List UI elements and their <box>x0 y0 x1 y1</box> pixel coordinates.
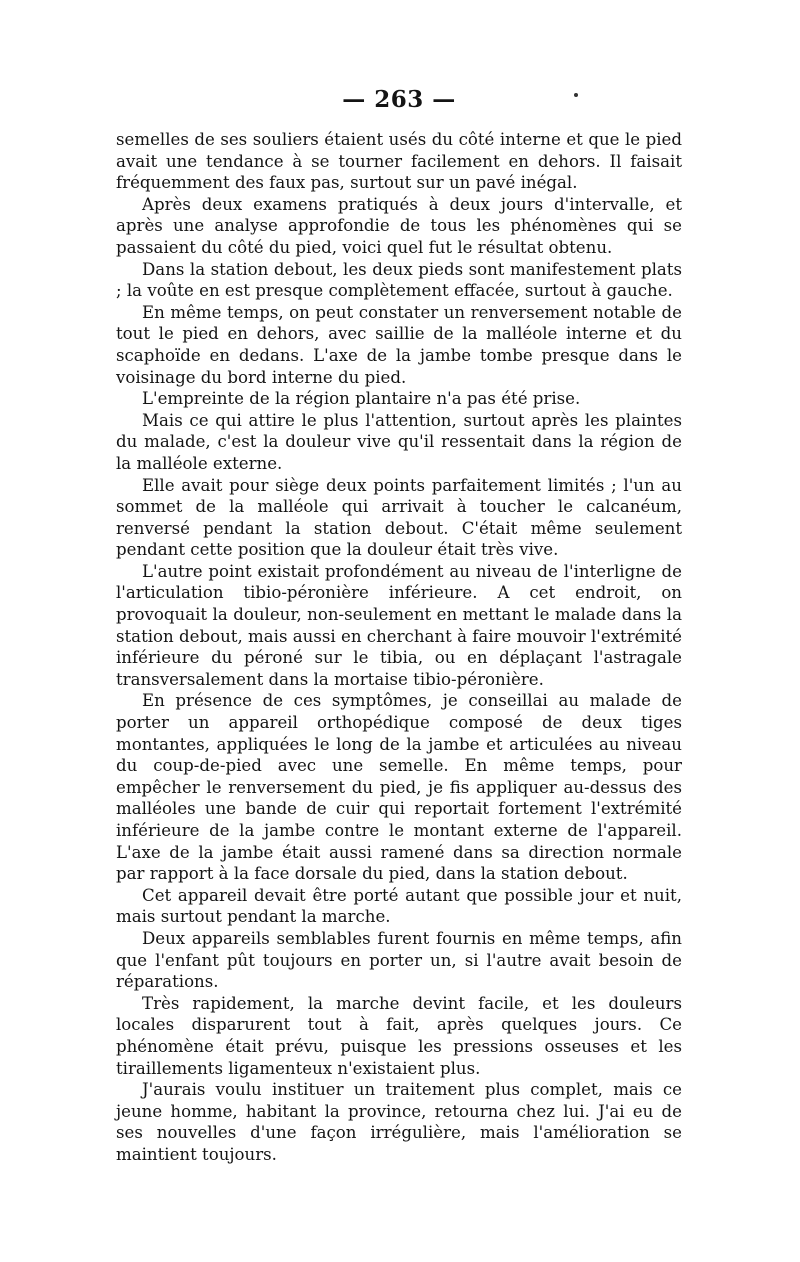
paragraph: J'aurais voulu instituer un traitement plus complet, mais ce jeune homme, habitant la province, retourna chez lui. J'ai eu de ses nouvelles d'une façon irrégulière, mais l'amélioration se maintient toujours. <box>116 1080 682 1164</box>
paragraph: Deux appareils semblables furent fournis en même temps, afin que l'enfant pût toujours en porter un, si l'autre avait besoin de réparations. <box>116 928 682 992</box>
paragraph: En même temps, on peut constater un renversement notable de tout le pied en dehors, avec saillie de la malléole interne et du scaphoïde en dedans. L'axe de la jambe tombe presque dans le voisinage du bord interne du pied. <box>116 302 682 387</box>
paragraph: L'autre point existait profondément au niveau de l'interligne de l'articulation tibio-péronière inférieure. A cet endroit, on provoquait la douleur, non-seulement en mettant le malade dans la station debout, mais aussi en cherchant à faire mouvoir l'extrémité inférieure du péroné sur le tibia, ou en déplaçant l'astragale transversalement dans la mortaise tibio-péronière. <box>116 561 682 689</box>
page-number: — 263 — <box>342 86 456 113</box>
paragraph: Dans la station debout, les deux pieds sont manifestement plats ; la voûte en est presque complètement effacée, surtout à gauche. <box>116 259 682 301</box>
paragraph: Très rapidement, la marche devint facile, et les douleurs locales disparurent tout à fait, après quelques jours. Ce phénomène était prévu, puisque les pressions osseuses et les tiraillements ligamenteux n'existaient plus. <box>116 993 682 1078</box>
body-text <box>116 129 682 1166</box>
paragraph: L'empreinte de la région plantaire n'a pas été prise. <box>142 389 581 409</box>
paragraph-continued: semelles de ses souliers étaient usés du côté interne et que le pied avait une tendance à se tourner facilement en dehors. Il faisait fréquemment des faux pas, surtout sur un pavé inégal. <box>116 130 682 193</box>
paragraph: Cet appareil devait être porté autant que possible jour et nuit, mais surtout pendant la marche. <box>116 885 682 927</box>
paragraph: En présence de ces symptômes, je conseillai au malade de porter un appareil orthopédique composé de deux tiges montantes, appliquées le long de la jambe et articulées au niveau du coup-de-pied avec une semelle. En même temps, pour empêcher le renversement du pied, je fis appliquer au-dessus des malléoles une bande de cuir qui reportait fortement l'extrémité inférieure de la jambe contre le montant externe de l'appareil. L'axe de la jambe était aussi ramené dans sa direction normale par rapport à la face dorsale du pied, dans la station debout. <box>116 691 682 884</box>
paragraph: Après deux examens pratiqués à deux jours d'intervalle, et après une analyse approfondie de tous les phénomènes qui se passaient du côté du pied, voici quel fut le résultat obtenu. <box>116 194 682 257</box>
book-page <box>116 86 682 1166</box>
paragraph: Mais ce qui attire le plus l'attention, surtout après les plaintes du malade, c'est la douleur vive qu'il ressentait dans la région de la malléole externe. <box>116 410 682 473</box>
paragraph: Elle avait pour siège deux points parfaitement limités ; l'un au sommet de la malléole qui arrivait à toucher le calcanéum, renversé pendant la station debout. C'était même seulement pendant cette position que la douleur était très vive. <box>116 475 682 560</box>
